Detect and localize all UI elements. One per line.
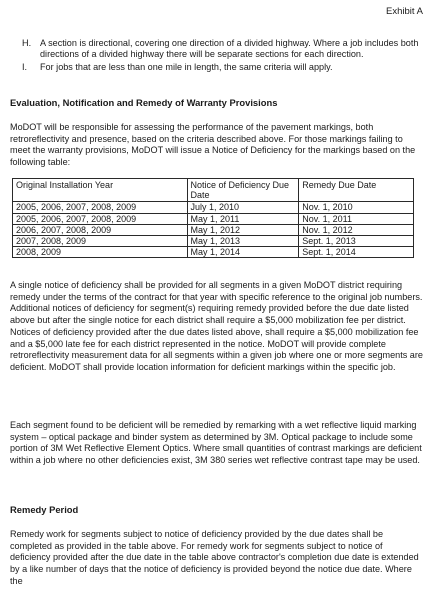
- table-cell: May 1, 2013: [187, 236, 299, 247]
- segment-paragraph: [10, 420, 425, 467]
- list-marker: H.: [22, 38, 32, 48]
- column-header: Original Installation Year: [13, 179, 188, 202]
- table-row: [13, 224, 414, 235]
- table-row: [13, 236, 414, 247]
- intro-paragraph: [10, 122, 425, 169]
- table-cell: May 1, 2011: [187, 213, 299, 224]
- section-heading-evaluation: Evaluation, Notification and Remedy of Warranty Provisions: [10, 97, 278, 108]
- list-item: [20, 38, 425, 61]
- table-cell: 2006, 2007, 2008, 2009: [13, 224, 188, 235]
- paragraph-text: A single notice of deficiency shall be provided for all segments in a given MoDOT district requiring remedy under the terms of the contract for that year with specific reference to the original job numbers. Additional notices of deficiency for segment(s) requiring remedy provided before the due date listed above but after the single notice for each district shall require a $5,000 mobilization fee per district. Notices of deficiency provided after the due dates listed above, shall require a $5,000 mobilization fee and a $5,000 late fee for each district represented in the notice. MoDOT will provide complete retroreflectivity measurement data for all segments within a given job where one or more segments are deficient. MoDOT shall provide location information for deficient markings within the specific job.: [10, 280, 423, 372]
- paragraph-text: Remedy work for segments subject to notice of deficiency provided by the due dates shall be completed as provided in the table above. For remedy work for segments subject to notice of deficiency provided after the due date in the table above contractor's completion due date is extended by a like number of days that the notice of deficiency is provided beyond the notice due date. Where the: [10, 529, 419, 586]
- list-item-text: For jobs that are less than one mile in length, the same criteria will apply.: [40, 61, 333, 72]
- table-row: [13, 202, 414, 213]
- table-cell: 2005, 2006, 2007, 2008, 2009: [13, 202, 188, 213]
- table-cell: May 1, 2012: [187, 224, 299, 235]
- column-header: Notice of Deficiency Due Date: [187, 179, 299, 202]
- notice-paragraph: [10, 280, 425, 374]
- table-cell: Nov. 1, 2012: [299, 224, 414, 235]
- column-header: Remedy Due Date: [299, 179, 414, 202]
- section-heading-remedy-period: Remedy Period: [10, 504, 79, 515]
- remedy-schedule-table: [12, 178, 414, 258]
- table-cell: May 1, 2014: [187, 247, 299, 258]
- table-cell: Sept. 1, 2014: [299, 247, 414, 258]
- exhibit-label: Exhibit A: [386, 6, 423, 17]
- table-row: [13, 213, 414, 224]
- list-item: [20, 62, 425, 73]
- table-cell: Nov. 1, 2010: [299, 202, 414, 213]
- table-cell: Sept. 1, 2013: [299, 236, 414, 247]
- list-marker: I.: [22, 61, 28, 72]
- table-cell: 2005, 2006, 2007, 2008, 2009: [13, 213, 188, 224]
- criteria-list: [20, 38, 425, 74]
- table-cell: 2007, 2008, 2009: [13, 236, 188, 247]
- remedy-period-paragraph: [10, 529, 425, 588]
- list-item-text: A section is directional, covering one direction of a divided highway. Where a job includes both directions of a divided highway there will be separate sections for each direction.: [40, 38, 419, 60]
- table-header-row: [13, 179, 414, 202]
- table-cell: Nov. 1, 2011: [299, 213, 414, 224]
- table-cell: July 1, 2010: [187, 202, 299, 213]
- paragraph-text: MoDOT will be responsible for assessing the performance of the pavement markings, both retroreflectivity and presence, based on the criteria described above. For those markings failing to meet the warranty provisions, MoDOT will issue a Notice of Deficiency for the markings based on the following table:: [10, 122, 416, 168]
- table-row: [13, 247, 414, 258]
- paragraph-text: Each segment found to be deficient will be remedied by remarking with a wet reflective liquid marking system – optical package and binder system as determined by 3M. Optical package to include some portion of 3M Wet Reflective Element Optics. Where small quantities of contrast markings are deficient within a job where no other deficiencies exist, 3M 380 series wet reflective contrast tape may be used.: [10, 420, 422, 466]
- table-cell: 2008, 2009: [13, 247, 188, 258]
